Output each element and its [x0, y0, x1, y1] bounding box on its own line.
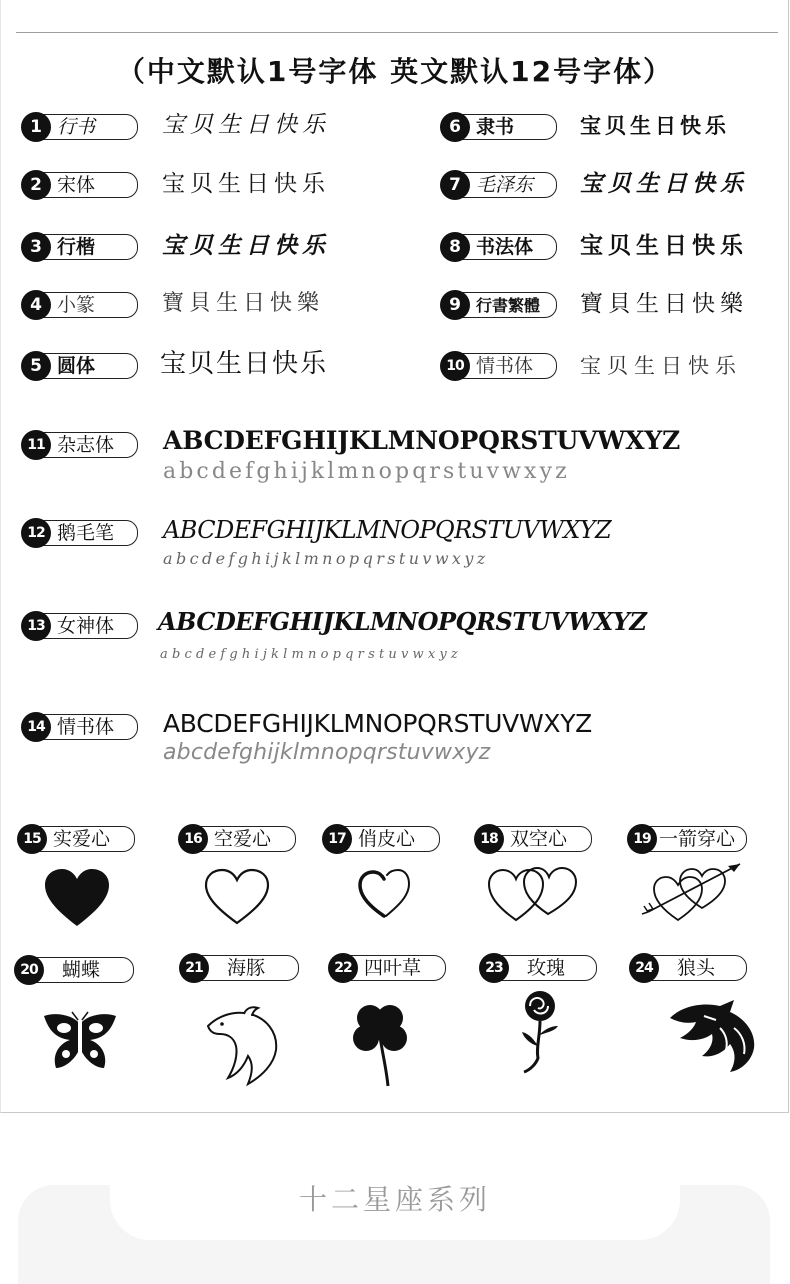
motif-label: 狼头 [677, 957, 716, 979]
motif-option-19[interactable]: 19 一箭穿心 [627, 826, 747, 852]
butterfly-icon [40, 1010, 120, 1074]
font-sample-8: 宝贝生日快乐 [580, 232, 748, 259]
font-sample-5: 宝贝生日快乐 [160, 349, 329, 379]
font-label: 书法体 [476, 236, 534, 258]
font-label: 毛泽东 [476, 174, 534, 196]
font-option-6[interactable]: 6 隶书 [440, 114, 557, 140]
font-label: 鹅毛笔 [57, 522, 115, 544]
font-sample-1: 宝贝生日快乐 [162, 112, 330, 138]
double-heart-icon [486, 862, 582, 924]
motif-label: 实爱心 [53, 828, 111, 850]
font-option-11[interactable]: 11 杂志体 [21, 432, 138, 458]
font-label: 隶书 [476, 116, 515, 138]
font-label: 行书 [57, 116, 96, 138]
motif-option-22[interactable]: 22 四叶草 [328, 955, 446, 981]
motif-label: 双空心 [510, 828, 568, 850]
upper-sample-11: ABCDEFGHIJKLMNOPQRSTUVWXYZ [163, 426, 681, 455]
font-option-3[interactable]: 3 行楷 [21, 234, 138, 260]
upper-sample-13: ABCDEFGHIJKLMNOPQRSTUVWXYZ [158, 607, 647, 636]
font-sample-10: 宝贝生日快乐 [580, 354, 742, 378]
font-label: 女神体 [57, 615, 115, 637]
dolphin-icon [204, 1004, 284, 1086]
font-option-9[interactable]: 9 行書繁體 [440, 292, 557, 318]
motif-option-21[interactable]: 21 海豚 [179, 955, 299, 981]
font-option-7[interactable]: 7 毛泽东 [440, 172, 557, 198]
motif-label: 一箭穿心 [659, 828, 736, 850]
motif-option-17[interactable]: 17 俏皮心 [322, 826, 440, 852]
motif-label: 玫瑰 [527, 957, 566, 979]
font-option-1[interactable]: 1 行书 [21, 114, 138, 140]
font-sample-4: 寶貝生日快樂 [162, 291, 325, 316]
motif-option-15[interactable]: 15 实爱心 [17, 826, 135, 852]
font-option-13[interactable]: 13 女神体 [21, 613, 138, 639]
font-sample-2: 宝贝生日快乐 [162, 171, 330, 197]
font-label: 情书体 [476, 355, 534, 377]
upper-sample-12: ABCDEFGHIJKLMNOPQRSTUVWXYZ [163, 516, 612, 544]
clover-icon [348, 1000, 412, 1088]
motif-option-20[interactable]: 20 蝴蝶 [14, 957, 134, 983]
solid-heart-icon [43, 868, 111, 928]
wolf-head-icon [664, 998, 760, 1074]
font-option-12[interactable]: 12 鹅毛笔 [21, 520, 138, 546]
outline-heart-icon [203, 868, 271, 926]
font-label: 行書繁體 [476, 296, 541, 315]
font-label: 杂志体 [57, 434, 115, 456]
font-label: 宋体 [57, 174, 96, 196]
lower-sample-11: abcdefghijklmnopqrstuvwxyz [163, 459, 570, 484]
motif-label: 海豚 [227, 957, 266, 979]
motif-label: 蝴蝶 [62, 959, 101, 981]
font-label: 情书体 [57, 716, 115, 738]
font-option-4[interactable]: 4 小篆 [21, 292, 138, 318]
rose-icon [516, 988, 564, 1076]
font-option-5[interactable]: 5 圆体 [21, 353, 138, 379]
motif-label: 空爱心 [214, 828, 272, 850]
font-sample-6: 宝贝生日快乐 [580, 113, 730, 138]
page-title: （中文默认1号字体 英文默认12号字体） [116, 55, 674, 88]
lower-sample-14: abcdefghijklmnopqrstuvwxyz [163, 740, 491, 765]
motif-option-18[interactable]: 18 双空心 [474, 826, 592, 852]
motif-label: 四叶草 [364, 957, 422, 979]
zodiac-section-title: 十二星座系列 [298, 1183, 491, 1216]
motif-option-23[interactable]: 23 玫瑰 [479, 955, 597, 981]
font-option-8[interactable]: 8 书法体 [440, 234, 557, 260]
motif-option-16[interactable]: 16 空爱心 [178, 826, 296, 852]
lower-sample-12: abcdefghijklmnopqrstuvwxyz [163, 549, 489, 568]
motif-option-24[interactable]: 24 狼头 [629, 955, 747, 981]
font-sample-7: 宝贝生日快乐 [580, 170, 748, 197]
font-label: 圆体 [57, 355, 96, 377]
font-sample-9: 寶貝生日快樂 [580, 291, 748, 317]
upper-sample-14: ABCDEFGHIJKLMNOPQRSTUVWXYZ [163, 709, 592, 738]
font-option-10[interactable]: 10 情书体 [440, 353, 557, 379]
font-label: 小篆 [57, 294, 96, 316]
lower-sample-13: abcdefghijklmnopqrstuvwxyz [160, 647, 462, 662]
font-sample-3: 宝贝生日快乐 [162, 232, 330, 259]
top-divider [16, 32, 778, 33]
font-option-2[interactable]: 2 宋体 [21, 172, 138, 198]
font-label: 行楷 [57, 236, 96, 258]
motif-label: 俏皮心 [358, 828, 416, 850]
playful-heart-icon [356, 866, 412, 920]
font-option-14[interactable]: 14 情书体 [21, 714, 138, 740]
arrow-heart-icon [640, 856, 752, 926]
